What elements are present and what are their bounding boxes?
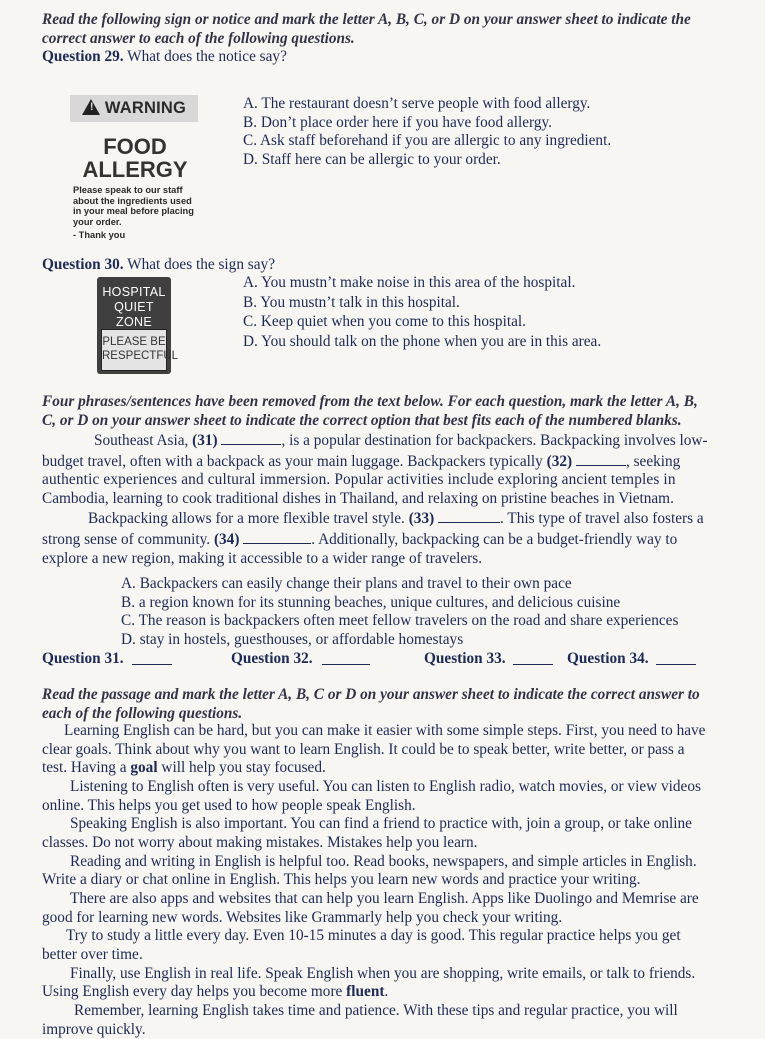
passage-line: There are also apps and websites that can help you learn English. Apps like Duolingo and Memrise are [42, 890, 764, 909]
food-allergy-heading [70, 135, 200, 181]
instruction-line: Read the following sign or notice and mark the letter A, B, C, or D on your answer sheet to indicate the [42, 11, 757, 30]
reading-instructions [42, 686, 762, 723]
passage-line: improve quickly. [42, 1021, 764, 1039]
text: . This type of travel also fosters a [500, 510, 704, 527]
option-d[interactable]: D. Staff here can be allergic to your order. [243, 151, 611, 170]
sign-line: HOSPITAL [101, 285, 167, 300]
sign-line: PLEASE BE [102, 335, 166, 349]
q30-options [243, 274, 601, 351]
option-b[interactable]: B. Don’t place order here if you have food allergy. [243, 114, 611, 133]
question-text: What does the sign say? [127, 256, 275, 273]
option-d[interactable]: D. stay in hostels, guesthouses, or affordable homestays [121, 631, 678, 650]
question-label: Question 29. [42, 48, 124, 65]
sign-small-line: about the ingredients used [73, 196, 203, 207]
hospital-quiet-zone-sign [97, 277, 171, 374]
text: , seeking [626, 453, 680, 470]
sign-lower-panel [101, 329, 167, 371]
text: will help you stay focused. [158, 759, 326, 776]
keyword-fluent: fluent [346, 983, 384, 1000]
text: budget travel, often with a backpack as your main luggage. Backpackers typically [42, 453, 547, 470]
cloze-line: authentic experiences and cultural immersion. Popular activities include exploring ancient temples in [42, 471, 764, 490]
blank-number: (34) [214, 531, 240, 548]
sign-line: RESPECTFUL [102, 349, 166, 363]
passage-line: Try to study a little every day. Even 10-15 minutes a day is good. This regular practice helps you get [42, 927, 764, 946]
text: Backpacking allows for a more flexible travel style. [88, 510, 409, 527]
text: , is a popular destination for backpackers. Backpacking involves low- [281, 432, 707, 449]
passage-line: good for learning new words. Websites like Grammarly help you check your writing. [42, 909, 764, 928]
blank-number: (31) [192, 432, 218, 449]
passage-line: online. This helps you get used to how people speak English. [42, 797, 764, 816]
passage-line: classes. Do not worry about making mistakes. Mistakes help you learn. [42, 834, 764, 853]
passage-line: Learning English can be hard, but you can make it easier with some simple steps. First, you need to have [42, 722, 764, 741]
passage-line: Finally, use English in real life. Speak English when you are shopping, write emails, or talk to friends. [42, 965, 764, 984]
text: strong sense of community. [42, 531, 214, 548]
instruction-line: each of the following questions. [42, 705, 762, 724]
sign-instructions [42, 11, 757, 48]
warning-band [70, 95, 198, 122]
option-b[interactable]: B. a region known for its stunning beaches, unique cultures, and delicious cuisine [121, 594, 678, 613]
passage-line: Write a diary or chat online in English. This helps you learn new words and practice your writing. [42, 871, 764, 890]
question-30 [42, 256, 275, 275]
question-label: Question 30. [42, 256, 124, 273]
blank-32[interactable] [576, 451, 626, 466]
passage-line: Listening to English often is very useful. You can listen to English radio, watch movies, or view videos [42, 778, 764, 797]
sign-small-line: in your meal before placing [73, 206, 203, 217]
text: Using English every day helps you become more [42, 983, 346, 1000]
text: . Additionally, backpacking can be a budget-friendly way to [311, 531, 677, 548]
sign-line: QUIET ZONE [101, 300, 167, 330]
blank-33[interactable] [438, 508, 500, 523]
sign-line: ALLERGY [70, 158, 200, 181]
passage-line: clear goals. Think about why you want to learn English. It could be to speak better, write better, or pass a [42, 741, 764, 760]
instruction-line: C, or D on your answer sheet to indicate the correct option that best fits each of the numbered blanks. [42, 412, 762, 431]
warning-label: WARNING [105, 99, 186, 117]
sign-thanks: - Thank you [73, 230, 203, 241]
keyword-goal: goal [130, 759, 157, 776]
q29-options [243, 95, 611, 169]
passage-line: Remember, learning English takes time and patience. With these tips and regular practice, you will [42, 1002, 764, 1021]
reading-passage [42, 722, 764, 1039]
sign-notice-text [73, 185, 203, 241]
option-d[interactable]: D. You should talk on the phone when you are in this area. [243, 333, 601, 352]
option-c[interactable]: C. Keep quiet when you come to this hospital. [243, 313, 601, 332]
cloze-line [42, 451, 764, 472]
option-c[interactable]: C. The reason is backpackers often meet fellow travelers on the road and share experiences [121, 612, 678, 631]
option-c[interactable]: C. Ask staff beforehand if you are allergic to any ingredient. [243, 132, 611, 151]
question-29 [42, 48, 287, 67]
cloze-answer-row [42, 650, 762, 670]
cloze-options [121, 575, 678, 649]
cloze-line: Cambodia, learning to cook traditional dishes in Thailand, and relaxing on pristine beaches in Vietnam. [42, 490, 764, 509]
option-b[interactable]: B. You mustn’t talk in this hospital. [243, 294, 601, 313]
text: test. Having a [42, 759, 130, 776]
answer-32-label: Question 32. [231, 650, 313, 669]
text: Southeast Asia, [94, 432, 192, 449]
passage-line [42, 983, 764, 1002]
instruction-line: correct answer to each of the following questions. [42, 30, 757, 49]
sign-small-line: Please speak to our staff [73, 185, 203, 196]
cloze-instructions [42, 393, 762, 430]
instruction-line: Read the passage and mark the letter A, B, C or D on your answer sheet to indicate the correct answer to [42, 686, 762, 705]
blank-34[interactable] [243, 529, 311, 544]
answer-34-blank[interactable] [656, 650, 696, 665]
cloze-line [42, 430, 764, 451]
sign-small-line: your order. [73, 217, 203, 228]
sign-line: FOOD [70, 135, 200, 158]
option-a[interactable]: A. The restaurant doesn’t serve people with food allergy. [243, 95, 611, 114]
option-a[interactable]: A. You mustn’t make noise in this area of the hospital. [243, 274, 601, 293]
answer-31-label: Question 31. [42, 650, 124, 669]
answer-34-label: Question 34. [567, 650, 649, 669]
passage-line [42, 759, 764, 778]
warning-icon: ! [82, 99, 100, 115]
cloze-line [42, 529, 764, 550]
blank-number: (32) [547, 453, 573, 470]
passage-line: Speaking English is also important. You can find a friend to practice with, join a group, or take online [42, 815, 764, 834]
cloze-passage [42, 430, 764, 568]
option-a[interactable]: A. Backpackers can easily change their plans and travel to their own pace [121, 575, 678, 594]
instruction-line: Four phrases/sentences have been removed from the text below. For each question, mark the letter A, B, [42, 393, 762, 412]
answer-33-blank[interactable] [513, 650, 553, 665]
cloze-line [42, 508, 764, 529]
answer-32-blank[interactable] [322, 650, 370, 665]
blank-31[interactable] [221, 430, 281, 445]
question-text: What does the notice say? [127, 48, 287, 65]
passage-line: Reading and writing in English is helpful too. Read books, newspapers, and simple articles in English. [42, 853, 764, 872]
passage-line: better over time. [42, 946, 764, 965]
blank-number: (33) [409, 510, 435, 527]
text: . [384, 983, 388, 1000]
cloze-line: explore a new region, making it accessible to a wider range of travelers. [42, 550, 764, 569]
answer-33-label: Question 33. [424, 650, 506, 669]
answer-31-blank[interactable] [132, 650, 172, 665]
